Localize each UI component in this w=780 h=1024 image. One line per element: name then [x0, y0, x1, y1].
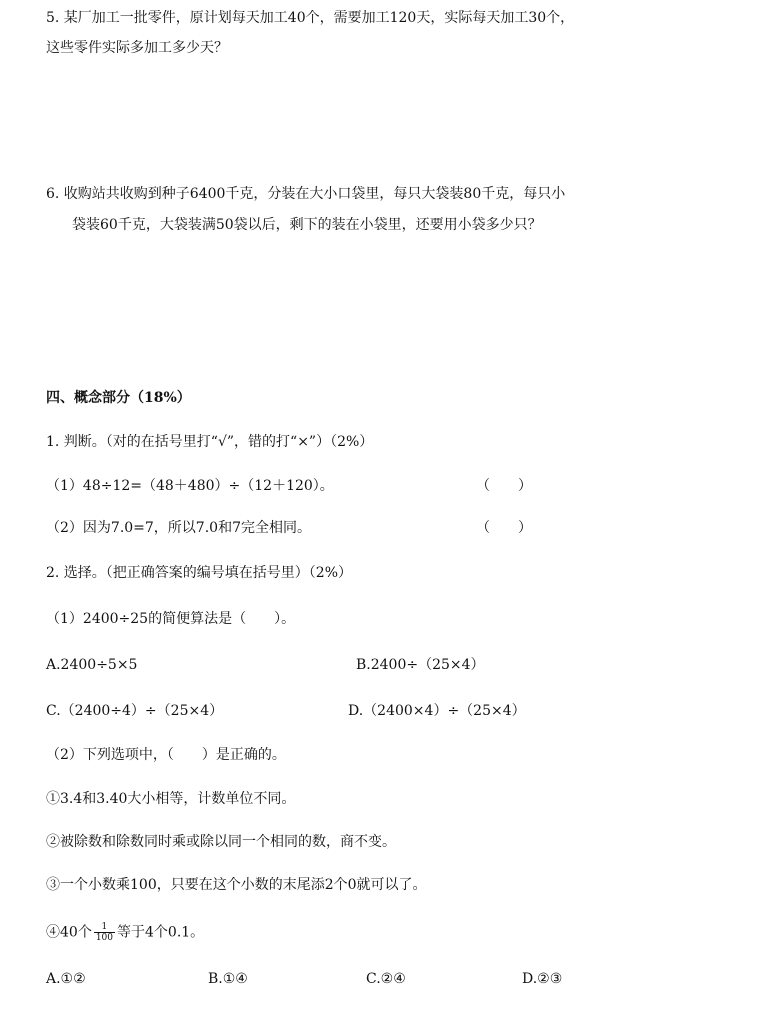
- statement-4-suffix: 等于4个0.1。: [117, 924, 205, 941]
- choice-q2-option-b: B.①④: [208, 971, 248, 987]
- judge-item-2-answer-blank: （ ）: [476, 520, 532, 536]
- choice-q1-stem: （1）2400÷25的简便算法是（ ）。: [46, 611, 296, 627]
- q6-line-2: 袋装60千克，大袋装满50袋以后，剩下的装在小袋里，还要用小袋多少只？: [72, 217, 542, 233]
- judge-item-1-answer-blank: （ ）: [476, 478, 532, 494]
- q5-line-2: 这些零件实际多加工多少天？: [46, 40, 228, 56]
- choice-q1-option-c: C.（2400÷4）÷（25×4）: [46, 703, 224, 719]
- fraction-numerator: 1: [94, 922, 115, 933]
- choice-q2-statement-4: [46, 922, 204, 943]
- choice-q2-option-a: A.①②: [46, 971, 86, 987]
- q6-line-1: 6. 收购站共收购到种子6400千克，分装在大小口袋里，每只大袋装80千克，每只小: [46, 186, 566, 202]
- choice-q1-option-d: D.（2400×4）÷（25×4）: [348, 703, 526, 719]
- choice-q1-option-a: A.2400÷5×5: [46, 657, 138, 673]
- choice-q2-stem: （2）下列选项中，（ ）是正确的。: [46, 747, 286, 763]
- choice-q2-statement-3: ③一个小数乘100，只要在这个小数的末尾添2个0就可以了。: [46, 877, 427, 893]
- choice-q1-option-b: B.2400÷（25×4）: [356, 657, 485, 673]
- judge-item-2: （2）因为7.0=7，所以7.0和7完全相同。: [46, 520, 311, 536]
- q5-line-1: 5. 某厂加工一批零件，原计划每天加工40个，需要加工120天，实际每天加工30个，: [46, 10, 575, 26]
- choice-instruction: 2. 选择。（把正确答案的编号填在括号里）（2%）: [46, 565, 353, 581]
- choice-q2-statement-2: ②被除数和除数同时乘或除以同一个相同的数，商不变。: [46, 834, 396, 850]
- statement-4-prefix: ④40个: [46, 924, 92, 941]
- judge-instruction: 1. 判断。（对的在括号里打“√”，错的打“×”）（2%）: [46, 434, 374, 450]
- judge-item-1: （1）48÷12=（48＋480）÷（12＋120）。: [46, 478, 334, 494]
- section-title: 四、概念部分（18%）: [46, 390, 191, 406]
- fraction-1-over-100: [94, 922, 115, 943]
- choice-q2-option-c: C.②④: [366, 971, 406, 987]
- choice-q2-statement-1: ①3.4和3.40大小相等，计数单位不同。: [46, 791, 296, 807]
- choice-q2-option-d: D.②③: [522, 971, 563, 987]
- fraction-denominator: 100: [95, 933, 114, 943]
